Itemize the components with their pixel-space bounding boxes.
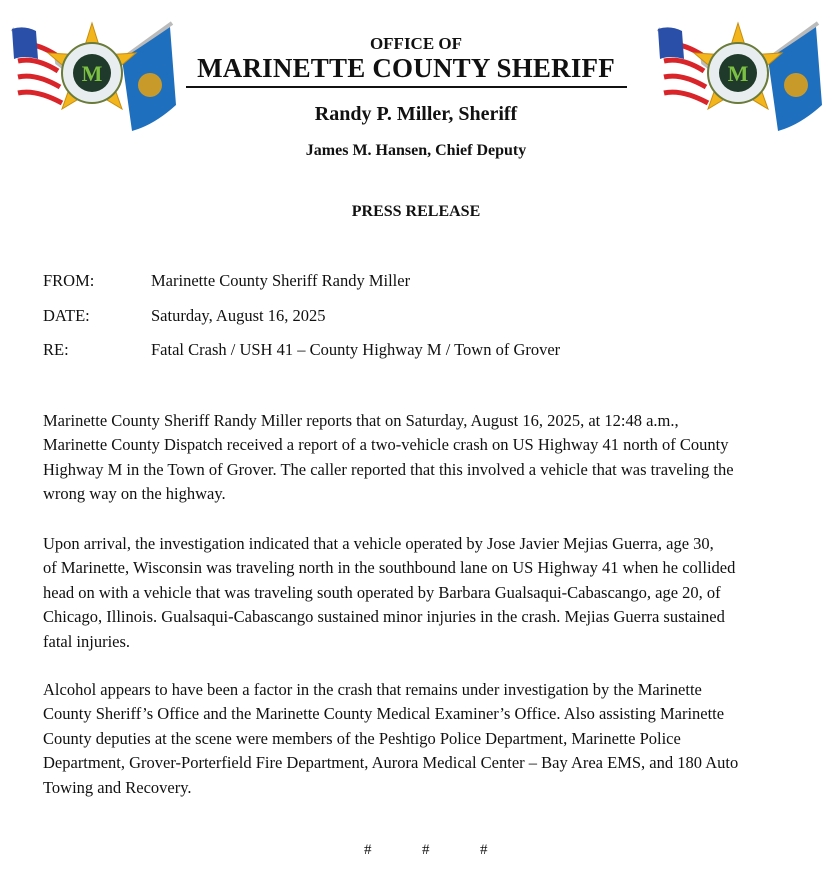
paragraph-line: Marinette County Dispatch received a report of a two-vehicle crash on US Highway 41 north of County — [43, 435, 729, 455]
seal-monogram: M — [727, 61, 749, 86]
letterhead-rule — [186, 86, 627, 88]
paragraph-line: County deputies at the scene were members of the Peshtigo Police Department, Marinette Police — [43, 728, 681, 748]
seal-monogram: M — [81, 61, 103, 86]
body-paragraph-2 — [43, 532, 813, 654]
meta-value: Saturday, August 16, 2025 — [151, 306, 326, 325]
paragraph-line: Marinette County Sheriff Randy Miller reports that on Saturday, August 16, 2025, at 12:48 a.m., — [43, 411, 679, 430]
end-mark: # — [422, 842, 430, 858]
paragraph-line: Highway M in the Town of Grover. The caller reported that this involved a vehicle that was traveling the — [43, 459, 734, 479]
paragraph-line: wrong way on the highway. — [43, 484, 226, 504]
sheriff-name: Randy P. Miller, Sheriff — [314, 103, 518, 125]
end-mark: # — [480, 842, 488, 858]
paragraph-line: Alcohol appears to have been a factor in the crash that remains under investigation by the Marinette — [43, 680, 702, 699]
office-of-heading: OFFICE OF — [369, 34, 463, 53]
meta-label: FROM: — [43, 271, 95, 290]
paragraph-line: Upon arrival, the investigation indicated that a vehicle operated by Jose Javier Mejias Guerra, age 30, — [43, 534, 714, 553]
agency-title: MARINETTE COUNTY SHERIFF — [197, 53, 615, 83]
meta-value: Fatal Crash / USH 41 – County Highway M / Town of Grover — [151, 340, 561, 359]
chief-deputy-name: James M. Hansen, Chief Deputy — [305, 142, 527, 159]
meta-value: Marinette County Sheriff Randy Miller — [151, 271, 411, 290]
paragraph-line: head on with a vehicle that was traveling south operated by Barbara Gualsaqui-Cabascango, age 20, of — [43, 582, 721, 602]
paragraph-line: Department, Grover-Porterfield Fire Department, Aurora Medical Center – Bay Area EMS, and 180 Auto — [43, 753, 739, 773]
paragraph-line: County Sheriff’s Office and the Marinette County Medical Examiner’s Office. Also assisting Marinette — [43, 704, 725, 724]
body-paragraph-1 — [43, 409, 813, 507]
meta-label: DATE: — [43, 306, 90, 325]
paragraph-line: fatal injuries. — [43, 631, 131, 651]
body-paragraph-3 — [43, 678, 813, 800]
paragraph-line: Towing and Recovery. — [43, 777, 192, 797]
document-type-heading: PRESS RELEASE — [351, 203, 481, 220]
meta-label: RE: — [43, 340, 69, 359]
paragraph-line: Chicago, Illinois. Gualsaqui-Cabascango sustained minor injuries in the crash. Mejias Guerra sustained — [43, 607, 725, 627]
paragraph-line: of Marinette, Wisconsin was traveling north in the southbound lane on US Highway 41 when he collided — [43, 558, 736, 578]
end-mark: # — [364, 842, 372, 858]
